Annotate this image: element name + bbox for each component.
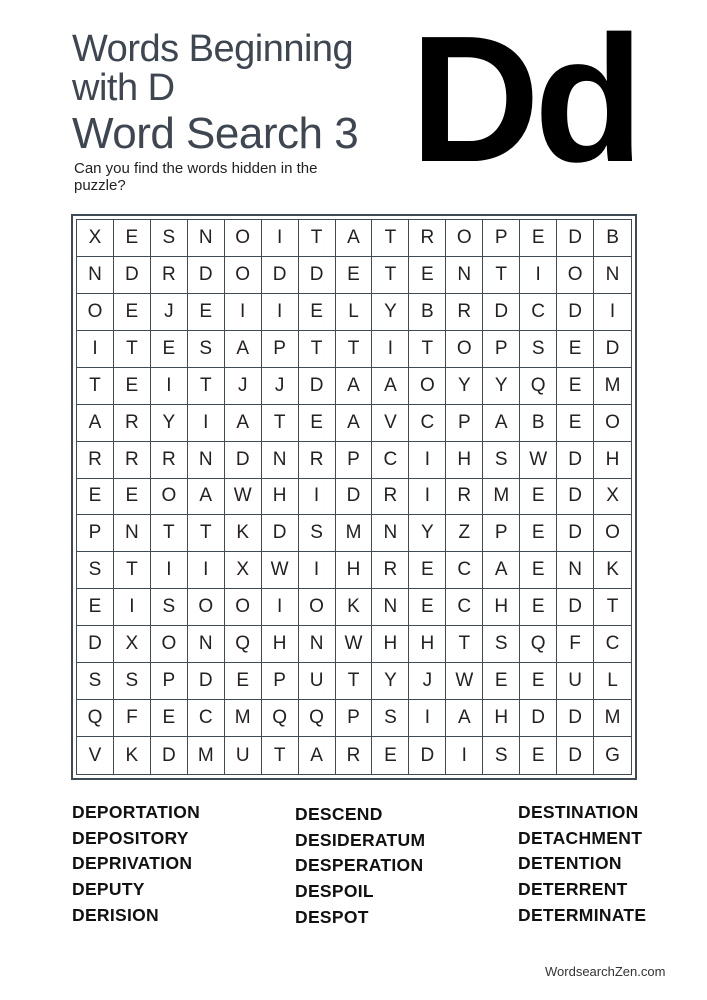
grid-cell[interactable]: W (446, 663, 483, 700)
grid-cell[interactable]: T (262, 737, 299, 774)
grid-cell[interactable]: O (446, 331, 483, 368)
grid-cell[interactable]: E (114, 368, 151, 405)
grid-cell[interactable]: M (188, 737, 225, 774)
grid-cell[interactable]: A (299, 737, 336, 774)
grid-cell[interactable]: Q (299, 700, 336, 737)
title-line-2: with D (72, 67, 175, 109)
grid-cell[interactable]: H (372, 626, 409, 663)
title-line-3: Word Search 3 (72, 109, 359, 158)
grid-cell[interactable]: U (299, 663, 336, 700)
grid-cell[interactable]: D (114, 257, 151, 294)
grid-cell[interactable]: T (446, 626, 483, 663)
grid-cell[interactable]: T (188, 515, 225, 552)
grid-cell[interactable]: H (262, 626, 299, 663)
grid-cell[interactable]: E (299, 405, 336, 442)
grid-cell[interactable]: D (188, 663, 225, 700)
grid-cell[interactable]: O (225, 589, 262, 626)
grid-cell[interactable]: D (557, 220, 594, 257)
title-block (72, 30, 358, 160)
grid-cell[interactable]: N (372, 589, 409, 626)
grid-cell[interactable]: D (299, 257, 336, 294)
grid-cell[interactable]: Y (446, 368, 483, 405)
grid-cell[interactable]: B (594, 220, 631, 257)
grid-cell[interactable]: N (114, 515, 151, 552)
grid-cell[interactable]: J (225, 368, 262, 405)
grid-cell[interactable]: O (594, 515, 631, 552)
grid-cell[interactable]: M (483, 479, 520, 516)
grid-cell[interactable]: O (151, 479, 188, 516)
grid-cell[interactable]: S (77, 663, 114, 700)
grid-cell[interactable]: A (188, 479, 225, 516)
grid-cell[interactable]: O (225, 257, 262, 294)
word-list-item: DETERMINATE (518, 904, 647, 925)
grid-cell[interactable]: D (594, 331, 631, 368)
grid-cell[interactable]: D (262, 515, 299, 552)
word-list-item: DESIDERATUM (295, 829, 426, 850)
grid-cell[interactable]: R (77, 442, 114, 479)
grid-cell[interactable]: A (225, 331, 262, 368)
grid-cell[interactable]: S (372, 700, 409, 737)
grid-cell[interactable]: D (557, 700, 594, 737)
grid-cell[interactable]: O (557, 257, 594, 294)
grid-cell[interactable]: E (77, 589, 114, 626)
grid-cell[interactable]: X (225, 552, 262, 589)
grid-cell[interactable]: T (77, 368, 114, 405)
grid-cell[interactable]: A (336, 368, 373, 405)
subtitle: Can you find the words hidden in the puzzle? (74, 160, 318, 194)
grid-cell[interactable]: R (446, 294, 483, 331)
grid-cell[interactable]: N (372, 515, 409, 552)
grid-cell[interactable]: E (409, 552, 446, 589)
grid-cell[interactable]: M (336, 515, 373, 552)
grid-cell[interactable]: E (520, 663, 557, 700)
grid-cell[interactable]: P (77, 515, 114, 552)
grid-cell[interactable]: Y (409, 515, 446, 552)
grid-cell[interactable]: P (262, 331, 299, 368)
grid-cell[interactable]: J (262, 368, 299, 405)
grid-cell[interactable]: U (557, 663, 594, 700)
grid-cell[interactable]: E (336, 257, 373, 294)
grid-cell[interactable]: X (594, 479, 631, 516)
grid-cell[interactable]: T (372, 220, 409, 257)
grid-cell[interactable]: H (409, 626, 446, 663)
word-list-column-3 (518, 800, 646, 929)
grid-cell[interactable]: T (188, 368, 225, 405)
grid-cell[interactable]: H (262, 479, 299, 516)
grid-cell[interactable]: D (557, 479, 594, 516)
grid-cell[interactable]: D (520, 700, 557, 737)
grid-cell[interactable]: N (77, 257, 114, 294)
grid-cell[interactable]: C (446, 552, 483, 589)
word-list-column-2 (295, 802, 425, 931)
grid-cell[interactable]: E (77, 479, 114, 516)
grid-cell[interactable]: O (77, 294, 114, 331)
grid-cell[interactable]: N (594, 257, 631, 294)
grid-cell[interactable]: Z (446, 515, 483, 552)
grid-cell[interactable]: S (77, 552, 114, 589)
word-list-item: DETACHMENT (518, 827, 643, 848)
grid-cell[interactable]: D (557, 737, 594, 774)
title-line-1: Words Beginning (72, 28, 354, 70)
grid-cell[interactable]: W (262, 552, 299, 589)
grid-cell[interactable]: A (483, 552, 520, 589)
grid-cell[interactable]: R (151, 442, 188, 479)
grid-cell[interactable]: R (372, 552, 409, 589)
grid-cell[interactable]: T (151, 515, 188, 552)
grid-cell[interactable]: D (557, 442, 594, 479)
grid-cell[interactable]: T (262, 405, 299, 442)
grid-cell[interactable]: O (151, 626, 188, 663)
grid-cell[interactable]: E (225, 663, 262, 700)
grid-cell[interactable]: I (188, 552, 225, 589)
word-list-item: DEPRIVATION (72, 853, 193, 874)
grid-cell[interactable]: E (557, 331, 594, 368)
grid-cell[interactable]: O (594, 405, 631, 442)
grid-cell[interactable]: Y (372, 663, 409, 700)
grid-cell[interactable]: N (262, 442, 299, 479)
grid-cell[interactable]: Y (151, 405, 188, 442)
grid-cell[interactable]: I (299, 552, 336, 589)
grid-cell[interactable]: A (336, 220, 373, 257)
grid-cell[interactable]: D (151, 737, 188, 774)
grid-cell[interactable]: I (225, 294, 262, 331)
grid-cell[interactable]: A (225, 405, 262, 442)
grid-cell[interactable]: T (336, 663, 373, 700)
big-letters-dd: Dd (410, 0, 638, 200)
grid-cell[interactable]: A (336, 405, 373, 442)
grid-cell[interactable]: I (409, 479, 446, 516)
grid-cell[interactable]: P (336, 442, 373, 479)
grid-cell[interactable]: C (372, 442, 409, 479)
grid-cell[interactable]: C (188, 700, 225, 737)
grid-cell[interactable]: B (409, 294, 446, 331)
grid-cell[interactable]: D (262, 257, 299, 294)
grid-cell[interactable]: E (557, 368, 594, 405)
grid-cell[interactable]: P (483, 331, 520, 368)
grid-cell[interactable]: O (299, 589, 336, 626)
grid-cell[interactable]: E (520, 515, 557, 552)
grid-cell[interactable]: S (114, 663, 151, 700)
grid-cell[interactable]: S (483, 626, 520, 663)
grid-cell[interactable]: I (372, 331, 409, 368)
grid-cell[interactable]: C (520, 294, 557, 331)
grid-cell[interactable]: K (114, 737, 151, 774)
grid-cell[interactable]: R (372, 479, 409, 516)
puzzle-grid-inner (76, 219, 632, 775)
grid-cell[interactable]: S (188, 331, 225, 368)
word-list-item: DEPOSITORY (72, 827, 189, 848)
grid-cell[interactable]: I (262, 294, 299, 331)
grid-cell[interactable]: S (520, 331, 557, 368)
grid-cell[interactable]: P (483, 515, 520, 552)
grid-cell[interactable]: Q (77, 700, 114, 737)
grid-cell[interactable]: S (483, 442, 520, 479)
word-list-item: DERISION (72, 904, 159, 925)
grid-cell[interactable]: S (151, 589, 188, 626)
grid-cell[interactable]: E (520, 552, 557, 589)
grid-cell[interactable]: T (114, 552, 151, 589)
grid-cell[interactable]: H (483, 700, 520, 737)
grid-cell[interactable]: M (594, 700, 631, 737)
grid-cell[interactable]: I (520, 257, 557, 294)
grid-cell[interactable]: E (114, 479, 151, 516)
grid-cell[interactable]: C (446, 589, 483, 626)
grid-cell[interactable]: E (409, 589, 446, 626)
grid-cell[interactable]: Y (483, 368, 520, 405)
grid-cell[interactable]: B (520, 405, 557, 442)
grid-cell[interactable]: V (372, 405, 409, 442)
grid-cell[interactable]: E (188, 294, 225, 331)
grid-cell[interactable]: N (188, 442, 225, 479)
grid-cell[interactable]: H (446, 442, 483, 479)
grid-cell[interactable]: D (557, 515, 594, 552)
grid-cell[interactable]: A (77, 405, 114, 442)
grid-cell[interactable]: P (151, 663, 188, 700)
grid-cell[interactable]: H (483, 589, 520, 626)
grid-cell[interactable]: N (188, 220, 225, 257)
grid-cell[interactable]: D (557, 294, 594, 331)
grid-cell[interactable]: I (299, 479, 336, 516)
puzzle-grid (71, 214, 637, 780)
grid-cell[interactable]: O (409, 368, 446, 405)
grid-cell[interactable]: P (483, 220, 520, 257)
grid-cell[interactable]: I (262, 220, 299, 257)
grid-cell[interactable]: T (372, 257, 409, 294)
grid-cell[interactable]: K (594, 552, 631, 589)
grid-cell[interactable]: Q (225, 626, 262, 663)
grid-cell[interactable]: M (594, 368, 631, 405)
word-list-item: DETENTION (518, 853, 622, 874)
grid-cell[interactable]: S (299, 515, 336, 552)
grid-cell[interactable]: D (188, 257, 225, 294)
grid-cell[interactable]: Q (520, 626, 557, 663)
grid-cell[interactable]: X (114, 626, 151, 663)
grid-cell[interactable]: I (409, 700, 446, 737)
grid-cell[interactable]: T (114, 331, 151, 368)
grid-cell[interactable]: R (299, 442, 336, 479)
grid-cell[interactable]: D (299, 368, 336, 405)
grid-cell[interactable]: M (225, 700, 262, 737)
grid-cell[interactable]: K (336, 589, 373, 626)
grid-cell[interactable]: J (409, 663, 446, 700)
grid-cell[interactable]: T (299, 220, 336, 257)
grid-cell[interactable]: D (409, 737, 446, 774)
grid-cell[interactable]: E (372, 737, 409, 774)
grid-cell[interactable]: W (225, 479, 262, 516)
word-list-item: DEPUTY (72, 879, 145, 900)
grid-cell[interactable]: E (151, 331, 188, 368)
grid-cell[interactable]: K (225, 515, 262, 552)
grid-cell[interactable]: R (151, 257, 188, 294)
grid-cell[interactable]: Q (262, 700, 299, 737)
grid-cell[interactable]: O (188, 589, 225, 626)
grid-cell[interactable]: S (483, 737, 520, 774)
grid-cell[interactable]: E (409, 257, 446, 294)
grid-cell[interactable]: P (262, 663, 299, 700)
grid-cell[interactable]: T (594, 589, 631, 626)
grid-cell[interactable]: R (409, 220, 446, 257)
word-list-item: DEPORTATION (72, 802, 201, 822)
grid-cell[interactable]: R (114, 442, 151, 479)
footer-site-name: WordsearchZen.com (545, 964, 666, 979)
grid-cell[interactable]: I (151, 368, 188, 405)
word-list-item: DESPOT (295, 906, 369, 927)
grid-cell[interactable]: N (299, 626, 336, 663)
grid-cell[interactable]: N (557, 552, 594, 589)
grid-cell[interactable]: H (336, 552, 373, 589)
grid-cell[interactable]: R (114, 405, 151, 442)
grid-cell[interactable]: H (594, 442, 631, 479)
grid-cell[interactable]: D (336, 479, 373, 516)
grid-cell[interactable]: R (446, 479, 483, 516)
grid-cell[interactable]: J (151, 294, 188, 331)
word-list-item: DESCEND (295, 804, 383, 824)
grid-cell[interactable]: E (299, 294, 336, 331)
grid-cell[interactable]: T (409, 331, 446, 368)
grid-cell[interactable]: E (520, 479, 557, 516)
grid-cell[interactable]: I (188, 405, 225, 442)
grid-cell[interactable]: E (520, 220, 557, 257)
grid-cell[interactable]: E (151, 700, 188, 737)
grid-cell[interactable]: G (605, 744, 620, 766)
grid-cell[interactable]: E (520, 737, 557, 774)
grid-cell[interactable]: P (446, 405, 483, 442)
grid-cell[interactable]: E (520, 589, 557, 626)
grid-cell[interactable]: T (483, 257, 520, 294)
grid-cell[interactable]: W (520, 442, 557, 479)
grid-cell[interactable]: D (77, 626, 114, 663)
grid-cell[interactable]: I (409, 442, 446, 479)
word-list-column-1 (72, 800, 200, 929)
grid-cell[interactable]: L (336, 294, 373, 331)
grid-cell[interactable]: F (557, 626, 594, 663)
grid-cell[interactable]: R (336, 737, 373, 774)
grid-cell[interactable]: N (188, 626, 225, 663)
grid-cell[interactable]: I (262, 589, 299, 626)
grid-cell[interactable]: F (114, 700, 151, 737)
grid-cell[interactable]: Y (372, 294, 409, 331)
word-list-item: DETERRENT (518, 879, 628, 900)
grid-cell[interactable]: C (594, 626, 631, 663)
grid-cell[interactable]: T (336, 331, 373, 368)
grid-cell[interactable]: O (225, 220, 262, 257)
grid-cell[interactable]: O (446, 220, 483, 257)
grid-cell[interactable]: A (372, 368, 409, 405)
grid-cell[interactable]: X (77, 220, 114, 257)
grid-cell[interactable]: E (483, 663, 520, 700)
grid-cell[interactable]: W (336, 626, 373, 663)
grid-cell[interactable]: D (483, 294, 520, 331)
grid-cell[interactable]: A (446, 700, 483, 737)
grid-cell[interactable]: S (151, 220, 188, 257)
grid-cell[interactable]: P (336, 700, 373, 737)
grid-cell[interactable]: E (557, 405, 594, 442)
grid-cell[interactable]: D (225, 442, 262, 479)
grid-cell[interactable]: I (594, 294, 631, 331)
word-list-item: DESTINATION (518, 802, 639, 822)
grid-cell[interactable]: I (77, 331, 114, 368)
grid-cell[interactable]: E (114, 294, 151, 331)
grid-cell[interactable]: A (483, 405, 520, 442)
grid-cell[interactable]: D (557, 589, 594, 626)
grid-cell[interactable]: I (114, 589, 151, 626)
grid-cell[interactable]: Q (520, 368, 557, 405)
grid-cell[interactable]: I (446, 737, 483, 774)
grid-cell[interactable]: C (409, 405, 446, 442)
word-list-item: DESPOIL (295, 881, 374, 902)
grid-cell[interactable]: E (114, 220, 151, 257)
word-list-item: DESPERATION (295, 855, 424, 876)
grid-cell[interactable]: V (77, 737, 114, 774)
grid-cell[interactable]: N (446, 257, 483, 294)
grid-cell[interactable]: T (299, 331, 336, 368)
grid-cell[interactable]: L (594, 663, 631, 700)
grid-cell[interactable]: U (225, 737, 262, 774)
grid-cell[interactable]: I (151, 552, 188, 589)
